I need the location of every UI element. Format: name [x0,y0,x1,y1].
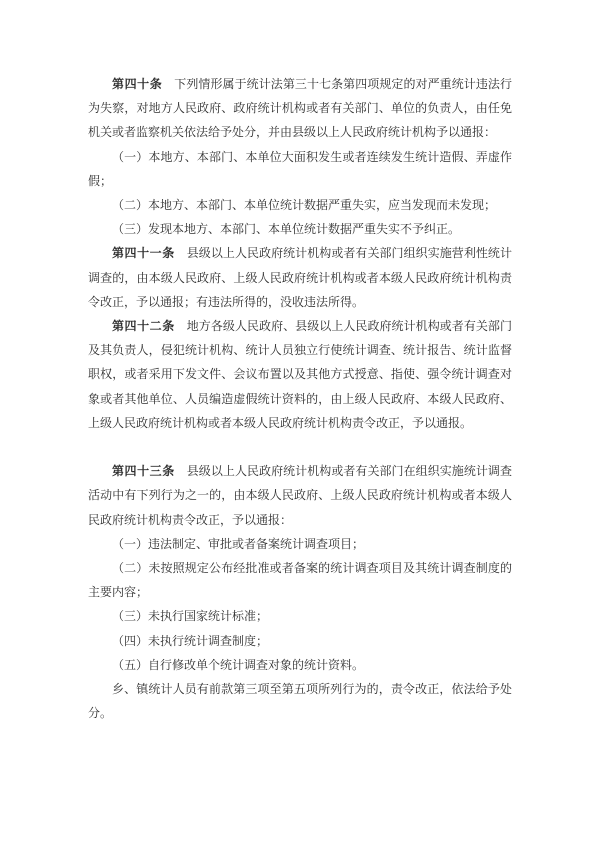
article-40-item-1: （一）本地方、本部门、本单位大面积发生或者连续发生统计造假、弄虚作假； [88,149,512,188]
article-40-text: 下列情形属于统计法第三十七条第四项规定的对严重统计违法行为失察，对地方人民政府、政府统计机构或者有关部门、单位的负责人，由任免机关或者监察机关依法给予处分，并由县级以上人民政府统计机构予以通报： [88,77,512,140]
article-40-item-2: （二）本地方、本部门、本单位统计数据严重失实，应当发现而未发现； [112,198,497,213]
article-40-item-3: （三）发现本地方、本部门、本单位统计数据严重失实不予纠正。 [112,222,461,237]
article-43-item-1: （一）违法制定、审批或者备案统计调查项目； [112,536,365,551]
article-43-item-2: （二）未按照规定公布经批准或者备案的统计调查项目及其统计调查制度的主要内容； [88,561,512,600]
article-42-paragraph [88,314,512,435]
article-42-text: 地方各级人民政府、县级以上人民政府统计机构或者有关部门及其负责人，侵犯统计机构、统计人员独立行使统计调查、统计报告、统计监督职权，或者采用下发文件、会议布置以及其他方式授意、指使、强令统计调查对象或者其他单位、人员编造虚假统计资料的，由上级人民政府、本级人民政府、上级人民政府统计机构或者本级人民政府统计机构责令改正，予以通报。 [88,319,512,430]
article-41-text: 县级以上人民政府统计机构或者有关部门组织实施营利性统计调查的，由本级人民政府、上级人民政府统计机构或者本级人民政府统计机构责令改正，予以通报；有违法所得的，没收违法所得。 [88,246,512,309]
article-41-label: 第四十一条 [112,246,175,261]
article-40-paragraph [88,72,512,145]
article-40-label: 第四十条 [112,77,163,91]
article-43-item-4: （四）未执行统计调查制度； [112,633,269,648]
article-43-text: 县级以上人民政府统计机构或者有关部门在组织实施统计调查活动中有下列行为之一的，由本级人民政府、上级人民政府统计机构或者本级人民政府统计机构责令改正，予以通报： [88,464,512,527]
article-42-label: 第四十二条 [112,319,175,334]
article-41-paragraph [88,241,512,314]
article-43-closing-paragraph: 乡、镇统计人员有前款第三项至第五项所列行为的，责令改正，依法给予处分。 [88,682,512,721]
article-43-paragraph [88,459,512,532]
article-43-item-5: （五）自行修改单个统计调查对象的统计资料。 [112,657,365,672]
blank-line [88,435,512,459]
article-43-label: 第四十三条 [112,464,175,479]
article-43-item-3: （三）未执行国家统计标准； [112,609,269,624]
